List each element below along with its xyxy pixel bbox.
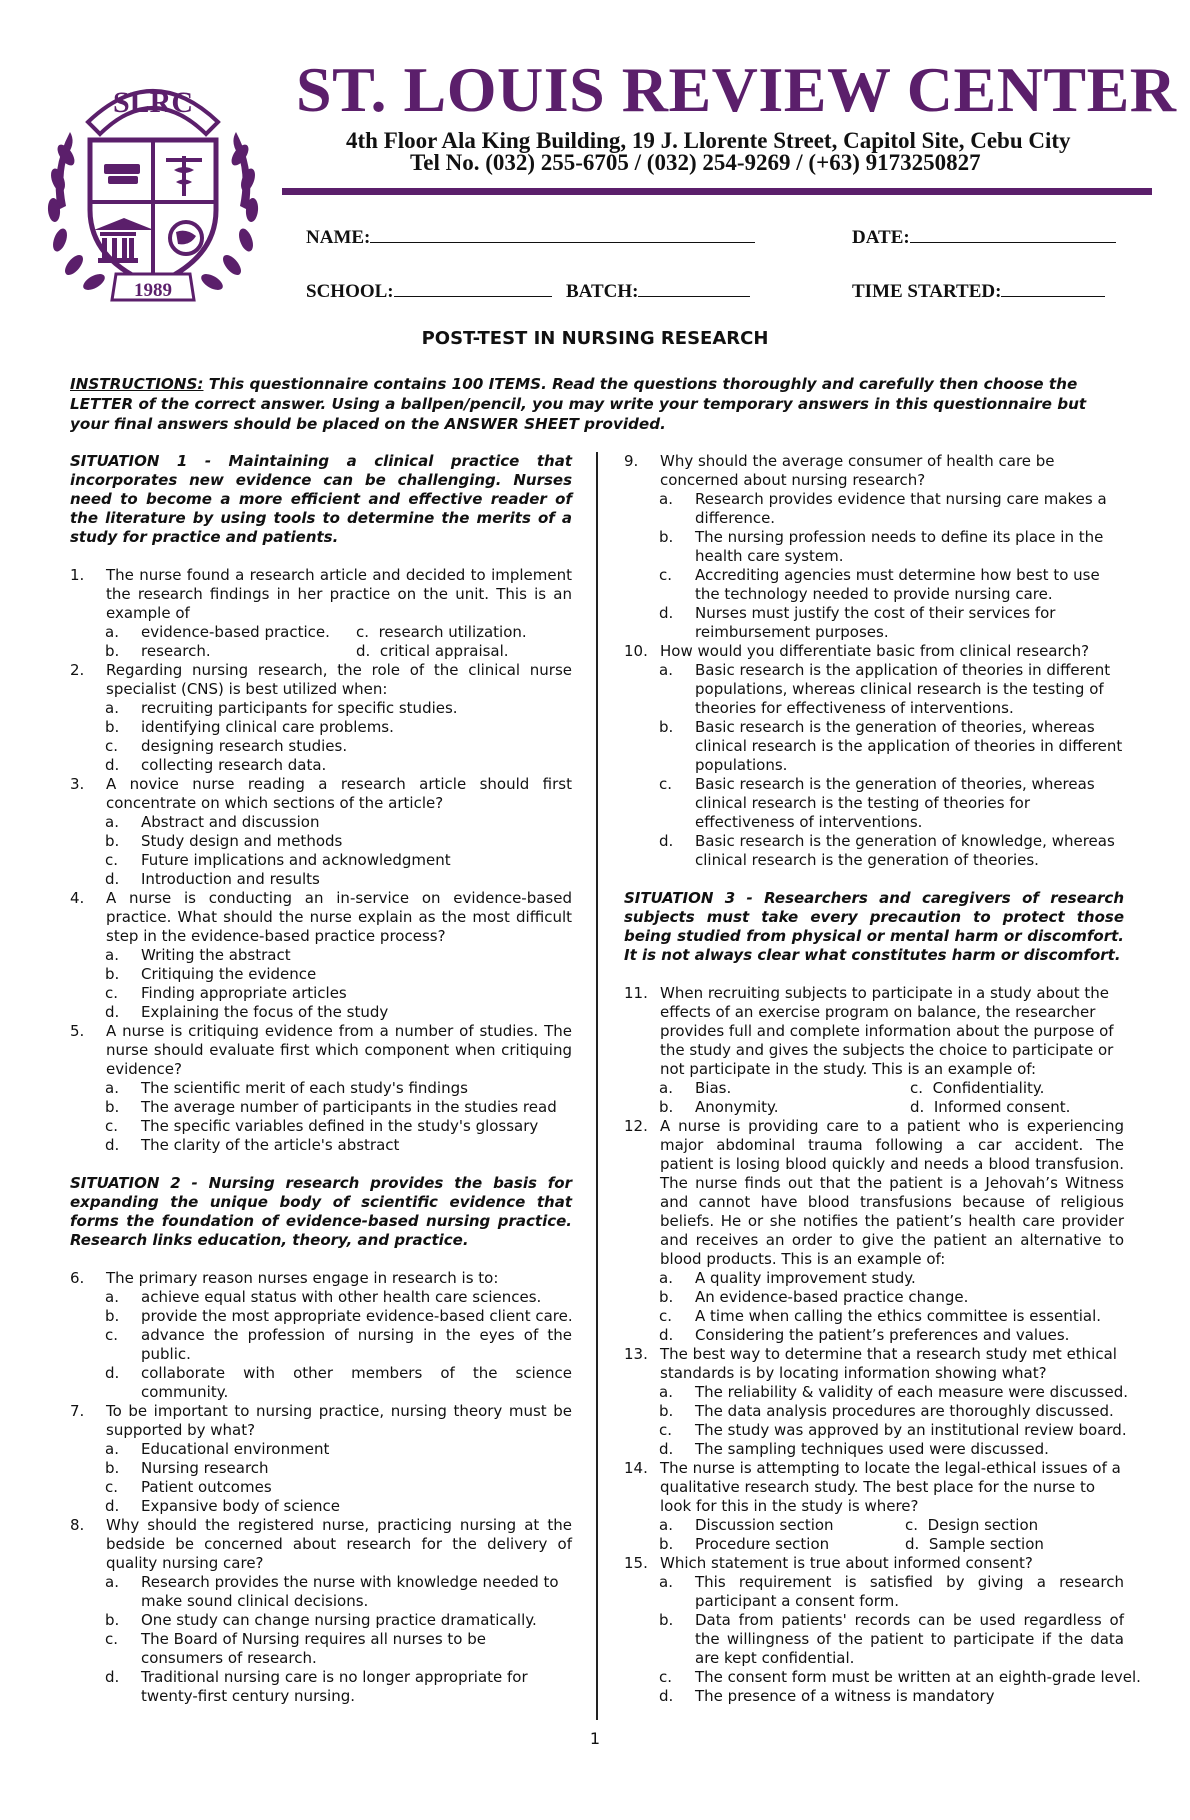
option-a[interactable]	[70, 1440, 572, 1459]
question-15	[624, 1554, 1124, 1573]
option-letter: a.	[105, 1440, 119, 1458]
question-number: 10.	[624, 642, 648, 660]
option-d[interactable]	[70, 1003, 572, 1022]
option-a[interactable]	[624, 490, 1124, 528]
option-letter: c.	[659, 566, 673, 584]
question-stem: When recruiting subjects to participate in a study about the effects of an exercise program on balance, the researcher provides full and complete information about the purpose of the study and gives the subjects the choice to participate or not participate in the study. This is an example of:	[660, 984, 1114, 1078]
option-text: A time when calling the ethics committee is essential.	[695, 1307, 1102, 1325]
option-b[interactable]: research.	[141, 642, 211, 660]
option-text: Study design and methods	[141, 832, 343, 850]
name-line[interactable]	[370, 224, 755, 243]
question-stem: The nurse found a research article and decided to implement the research findings in her practice on the unit. This is an example of	[106, 566, 572, 622]
option-text: Expansive body of science	[141, 1497, 340, 1515]
option-letter: d.	[659, 604, 674, 622]
option-text: Basic research is the application of theories in different populations, whereas clinical research is the testing of theories for effectiveness of interventions.	[695, 661, 1111, 717]
option-d[interactable]	[624, 604, 1124, 642]
option-a[interactable]	[624, 1573, 1124, 1611]
question-number: 4.	[70, 889, 85, 907]
question-stem: How would you differentiate basic from clinical research?	[660, 642, 1090, 660]
question-number: 1.	[70, 566, 85, 584]
question-number: 9.	[624, 452, 639, 470]
option-text: Considering the patient’s preferences and values.	[695, 1326, 1070, 1344]
option-d[interactable]	[624, 1440, 1124, 1459]
option-b[interactable]	[70, 1611, 572, 1630]
left-column	[70, 452, 572, 1706]
option-letter: b.	[105, 1611, 120, 1629]
option-text: One study can change nursing practice dramatically.	[141, 1611, 537, 1629]
option-letter: a.	[105, 1288, 119, 1306]
option-text: The sampling techniques used were discussed.	[695, 1440, 1049, 1458]
option-letter: d.	[105, 756, 120, 774]
question-stem: A nurse is critiquing evidence from a number of studies. The nurse should evaluate first which component when critiquing evidence?	[106, 1022, 572, 1078]
option-c[interactable]: Design section	[927, 1516, 1039, 1534]
question-8	[70, 1516, 572, 1573]
option-b[interactable]: Anonymity.	[695, 1098, 779, 1116]
question-13	[624, 1345, 1124, 1383]
option-c[interactable]	[624, 775, 1124, 832]
question-stem: The primary reason nurses engage in research is to:	[106, 1269, 499, 1287]
option-b[interactable]	[624, 1402, 1144, 1421]
option-letter: d.	[105, 1497, 120, 1515]
question-stem: A novice nurse reading a research article should first concentrate on which sections of the article?	[106, 775, 572, 812]
options-row	[70, 623, 572, 642]
seal-year-text: 1989	[134, 280, 172, 301]
question-number: 15.	[624, 1554, 648, 1572]
option-d[interactable]	[70, 756, 572, 775]
question-stem: Regarding nursing research, the role of the clinical nurse specialist (CNS) is best utilized when:	[106, 661, 572, 698]
option-a[interactable]	[624, 661, 1124, 718]
option-text: Data from patients' records can be used regardless of the willingness of the patient to participate if the data are kept confidential.	[695, 1611, 1124, 1667]
slrc-seal-logo	[28, 60, 278, 310]
option-text: The Board of Nursing requires all nurses to be consumers of research.	[141, 1630, 487, 1667]
option-d[interactable]	[624, 1687, 1124, 1706]
question-number: 7.	[70, 1402, 85, 1420]
option-text: Patient outcomes	[141, 1478, 272, 1496]
page-number: 1	[589, 1729, 601, 1748]
option-text: collecting research data.	[141, 756, 327, 774]
option-letter: b.	[105, 642, 120, 660]
question-stem: Why should the registered nurse, practicing nursing at the bedside be concerned about research for the delivery of quality nursing care?	[106, 1516, 572, 1572]
organization-name: ST. LOUIS REVIEW CENTER	[296, 54, 1177, 125]
option-a[interactable]: evidence-based practice.	[141, 623, 330, 641]
option-a[interactable]	[70, 946, 572, 965]
header-divider-bar	[282, 188, 1152, 195]
column-divider	[596, 452, 598, 1720]
option-text: identifying clinical care problems.	[141, 718, 394, 736]
option-b[interactable]	[624, 528, 1124, 566]
option-letter: a.	[105, 813, 119, 831]
options-row	[624, 1516, 1124, 1535]
option-text: Nursing research	[141, 1459, 269, 1477]
options-row	[624, 1535, 1124, 1554]
date-field[interactable]	[852, 224, 1116, 249]
option-letter: c.	[105, 984, 119, 1002]
option-letter: c.	[105, 1326, 119, 1344]
option-c[interactable]	[70, 1326, 572, 1364]
option-letter: a.	[105, 699, 119, 717]
option-text: The consent form must be written at an eighth-grade level.	[695, 1668, 1141, 1686]
option-c[interactable]	[624, 566, 1124, 604]
option-c[interactable]	[70, 737, 572, 756]
name-label: NAME:	[306, 227, 371, 248]
question-number: 11.	[624, 984, 648, 1002]
situation-2: SITUATION 2 - Nursing research provides the basis for expanding the unique body of scientific evidence that forms the foundation of evidence-based nursing practice. Research links education, theory, and practice.	[70, 1174, 572, 1249]
option-text: The data analysis procedures are thoroughly discussed.	[695, 1402, 1114, 1420]
option-letter: c.	[105, 1630, 119, 1648]
options-row	[624, 1098, 1124, 1117]
option-letter: d.	[659, 1687, 674, 1705]
option-text: Basic research is the generation of theories, whereas clinical research is the testing of theories for effectiveness of interventions.	[695, 775, 1095, 831]
date-label: DATE:	[852, 227, 910, 248]
option-letter: b.	[659, 1611, 674, 1629]
option-letter: b.	[105, 832, 120, 850]
option-text: Introduction and results	[141, 870, 320, 888]
school-field[interactable]	[306, 278, 552, 303]
question-number: 6.	[70, 1269, 85, 1287]
option-d[interactable]	[70, 1668, 572, 1706]
option-text: achieve equal status with other health care sciences.	[141, 1288, 542, 1306]
option-a[interactable]	[624, 1269, 1124, 1288]
option-text: Writing the abstract	[141, 946, 291, 964]
options-row	[70, 642, 572, 661]
school-label: SCHOOL:	[306, 281, 394, 302]
time-started-label: TIME STARTED:	[852, 281, 1002, 302]
option-d[interactable]	[624, 1326, 1124, 1345]
option-b[interactable]	[624, 1611, 1124, 1668]
option-text: provide the most appropriate evidence-based client care.	[141, 1307, 573, 1325]
question-11	[624, 984, 1124, 1079]
option-text: A quality improvement study.	[695, 1269, 916, 1287]
option-letter: d.	[105, 1364, 120, 1382]
option-letter: c.	[905, 1516, 919, 1534]
option-text: Nurses must justify the cost of their services for reimbursement purposes.	[695, 604, 1056, 641]
option-letter: c.	[659, 1421, 673, 1439]
option-text: Accrediting agencies must determine how best to use the technology needed to provide nursing care.	[695, 566, 1100, 603]
option-letter: b.	[105, 1459, 120, 1477]
option-a[interactable]: Bias.	[695, 1079, 732, 1097]
batch-line[interactable]	[638, 278, 750, 297]
batch-field[interactable]	[566, 278, 750, 303]
option-letter: c.	[105, 1478, 119, 1496]
option-letter: d.	[356, 642, 371, 660]
option-a[interactable]	[70, 1288, 572, 1307]
option-text: designing research studies.	[141, 737, 348, 755]
question-9	[624, 452, 1124, 490]
option-letter: a.	[659, 1573, 673, 1591]
name-field[interactable]	[306, 224, 755, 249]
option-b[interactable]	[70, 1459, 572, 1478]
option-letter: d.	[910, 1098, 925, 1116]
option-letter: d.	[905, 1535, 920, 1553]
option-letter: a.	[105, 623, 119, 641]
question-3	[70, 775, 572, 813]
option-letter: a.	[105, 1079, 119, 1097]
question-stem: A nurse is providing care to a patient who is experiencing major abdominal trauma following a car accident. The patient is losing blood quickly and needs a blood transfusion. The nurse finds out that the patient is a Jehovah’s Witness and cannot have blood transfusions because of religious beliefs. He or she notifies the patient’s health care provider and receives an order to give the patient an alternative to blood products. This is an example of:	[660, 1117, 1124, 1268]
options-row	[624, 1079, 1124, 1098]
option-a[interactable]	[70, 699, 572, 718]
date-line[interactable]	[910, 224, 1116, 243]
seal-top-text: SLRC	[112, 86, 194, 119]
option-a[interactable]: Discussion section	[695, 1516, 834, 1534]
option-letter: a.	[105, 1573, 119, 1591]
option-a[interactable]	[70, 813, 572, 832]
question-stem: To be important to nursing practice, nursing theory must be supported by what?	[106, 1402, 572, 1439]
option-text: The presence of a witness is mandatory	[695, 1687, 995, 1705]
question-stem: Why should the average consumer of health care be concerned about nursing research?	[660, 452, 1055, 489]
question-number: 13.	[624, 1345, 648, 1363]
option-text: The average number of participants in the studies read	[141, 1098, 557, 1116]
question-2	[70, 661, 572, 699]
option-b[interactable]	[624, 718, 1124, 775]
option-letter: c.	[105, 851, 119, 869]
option-letter: b.	[105, 965, 120, 983]
option-letter: c.	[659, 775, 673, 793]
option-b[interactable]	[70, 718, 572, 737]
option-letter: b.	[659, 1402, 674, 1420]
question-stem: The nurse is attempting to locate the legal-ethical issues of a qualitative research study. The best place for the nurse to look for this in the study is where?	[660, 1459, 1121, 1515]
option-text: Critiquing the evidence	[141, 965, 317, 983]
question-6	[70, 1269, 572, 1288]
instructions-label: INSTRUCTIONS:	[70, 375, 204, 393]
option-letter: c.	[356, 623, 370, 641]
option-text: The study was approved by an institutional review board.	[695, 1421, 1127, 1439]
situation-3: SITUATION 3 - Researchers and caregivers of research subjects must take every precaution to protect those being studied from physical or mental harm or discomfort. It is not always clear what constitutes harm or discomfort.	[624, 889, 1124, 964]
option-a[interactable]	[70, 1573, 572, 1611]
option-text: collaborate with other members of the science community.	[141, 1364, 572, 1401]
option-b[interactable]	[624, 1288, 1124, 1307]
time-started-line[interactable]	[1001, 278, 1105, 297]
option-b[interactable]: Procedure section	[695, 1535, 830, 1553]
instructions-text: This questionnaire contains 100 ITEMS. Read the questions thoroughly and carefully then choose the LETTER of the correct answer. Using a ballpen/pencil, you may write your temporary answers in this questionnaire but your final answers should be placed on the ANSWER SHEET provided.	[70, 375, 1087, 433]
option-c[interactable]	[70, 984, 572, 1003]
option-c[interactable]	[70, 1117, 572, 1136]
option-b[interactable]	[70, 832, 572, 851]
option-text: recruiting participants for specific studies.	[141, 699, 458, 717]
option-letter: d.	[105, 1668, 120, 1686]
option-letter: b.	[659, 1535, 674, 1553]
option-letter: a.	[659, 1516, 673, 1534]
option-d[interactable]	[624, 832, 1124, 870]
option-d[interactable]	[70, 1136, 572, 1155]
question-number: 12.	[624, 1117, 648, 1135]
option-b[interactable]	[70, 1098, 572, 1117]
question-stem: Which statement is true about informed consent?	[660, 1554, 1033, 1572]
option-letter: d.	[105, 870, 120, 888]
option-letter: c.	[105, 1117, 119, 1135]
option-text: Finding appropriate articles	[141, 984, 347, 1002]
option-letter: c.	[105, 737, 119, 755]
question-14	[624, 1459, 1124, 1516]
option-text: Educational environment	[141, 1440, 330, 1458]
option-d[interactable]	[70, 870, 572, 889]
option-letter: a.	[659, 490, 673, 508]
option-c[interactable]	[70, 1630, 572, 1668]
page-title: POST-TEST IN NURSING RESEARCH	[421, 328, 769, 349]
option-a[interactable]	[624, 1383, 1144, 1402]
question-number: 3.	[70, 775, 85, 793]
option-text: advance the profession of nursing in the eyes of the public.	[141, 1326, 572, 1363]
batch-label: BATCH:	[566, 281, 639, 302]
option-d[interactable]: Informed consent.	[933, 1098, 1071, 1116]
option-letter: a.	[659, 661, 673, 679]
option-letter: d.	[105, 1003, 120, 1021]
option-letter: c.	[659, 1668, 673, 1686]
time-started-field[interactable]	[852, 278, 1105, 303]
option-letter: d.	[659, 1440, 674, 1458]
option-c[interactable]	[70, 851, 572, 870]
option-letter: b.	[659, 718, 674, 736]
option-text: The reliability & validity of each measure were discussed.	[695, 1383, 1128, 1401]
option-c[interactable]: Confidentiality.	[932, 1079, 1045, 1097]
option-b[interactable]	[70, 965, 572, 984]
situation-1: SITUATION 1 - Maintaining a clinical practice that incorporates new evidence can be challenging. Nurses need to become a more efficient and effective reader of the literature by using tools to determine the merits of a study for practice and patients.	[70, 452, 572, 546]
option-text: The specific variables defined in the study's glossary	[141, 1117, 539, 1135]
organization-address: 4th Floor Ala King Building, 19 J. Llorente Street, Capitol Site, Cebu City	[346, 128, 1071, 153]
question-10	[624, 642, 1124, 661]
option-text: The nursing profession needs to define its place in the health care system.	[695, 528, 1104, 565]
option-letter: d.	[659, 1326, 674, 1344]
option-letter: d.	[659, 832, 674, 850]
option-d[interactable]: Sample section	[928, 1535, 1044, 1553]
option-letter: b.	[659, 528, 674, 546]
option-c[interactable]	[70, 1478, 572, 1497]
option-text: The scientific merit of each study's findings	[141, 1079, 468, 1097]
question-stem: The best way to determine that a research study met ethical standards is by locating information showing what?	[660, 1345, 1117, 1382]
option-letter: b.	[659, 1098, 674, 1116]
option-text: Abstract and discussion	[141, 813, 320, 831]
question-7	[70, 1402, 572, 1440]
organization-telephone: Tel No. (032) 255-6705 / (032) 254-9269 / (+63) 9173250827	[410, 150, 981, 175]
option-c[interactable]	[624, 1421, 1144, 1440]
question-1	[70, 566, 572, 623]
option-text: Explaining the focus of the study	[141, 1003, 389, 1021]
option-letter: c.	[659, 1307, 673, 1325]
option-c[interactable]	[624, 1668, 1164, 1687]
option-text: Basic research is the generation of knowledge, whereas clinical research is the generation of theories.	[695, 832, 1115, 869]
question-number: 2.	[70, 661, 85, 679]
option-text: Future implications and acknowledgment	[141, 851, 451, 869]
question-12	[624, 1117, 1124, 1269]
option-text: This requirement is satisfied by giving a research participant a consent form.	[695, 1573, 1124, 1610]
option-text: Basic research is the generation of theories, whereas clinical research is the application of theories in different populations.	[695, 718, 1123, 774]
option-letter: a.	[659, 1269, 673, 1287]
option-letter: a.	[659, 1079, 673, 1097]
option-letter: b.	[105, 718, 120, 736]
option-letter: b.	[105, 1307, 120, 1325]
option-a[interactable]	[70, 1079, 572, 1098]
option-b[interactable]	[70, 1307, 592, 1326]
instructions	[70, 374, 1130, 434]
option-text: Research provides the nurse with knowledge needed to make sound clinical decisions.	[141, 1573, 559, 1610]
school-line[interactable]	[394, 278, 552, 297]
option-d[interactable]	[70, 1497, 572, 1516]
option-letter: c.	[910, 1079, 924, 1097]
option-c[interactable]: research utilization.	[378, 623, 527, 641]
option-d[interactable]: critical appraisal.	[379, 642, 509, 660]
option-letter: b.	[105, 1098, 120, 1116]
option-text: The clarity of the article's abstract	[141, 1136, 400, 1154]
option-text: An evidence-based practice change.	[695, 1288, 969, 1306]
question-4	[70, 889, 572, 946]
option-letter: b.	[659, 1288, 674, 1306]
option-d[interactable]	[70, 1364, 572, 1402]
option-text: Research provides evidence that nursing care makes a difference.	[695, 490, 1107, 527]
right-column	[624, 452, 1141, 1706]
option-letter: d.	[105, 1136, 120, 1154]
question-5	[70, 1022, 572, 1079]
option-text: Traditional nursing care is no longer appropriate for twenty-first century nursing.	[141, 1668, 528, 1705]
option-c[interactable]	[624, 1307, 1124, 1326]
question-number: 14.	[624, 1459, 648, 1477]
question-number: 8.	[70, 1516, 85, 1534]
option-letter: a.	[105, 946, 119, 964]
question-stem: A nurse is conducting an in-service on evidence-based practice. What should the nurse explain as the most difficult step in the evidence-based practice process?	[106, 889, 572, 945]
question-number: 5.	[70, 1022, 85, 1040]
option-letter: a.	[659, 1383, 673, 1401]
